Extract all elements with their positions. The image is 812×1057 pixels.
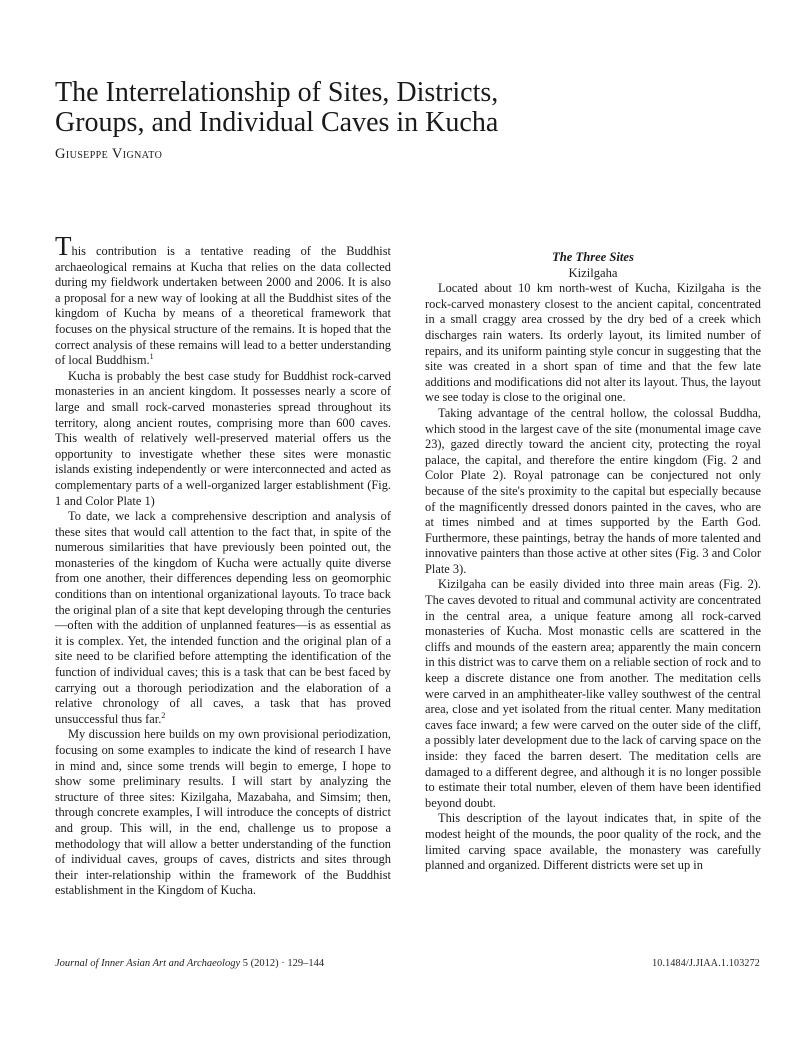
- left-column: [55, 231, 391, 899]
- journal-citation: [55, 958, 324, 969]
- journal-volume: 5 (2012): [242, 958, 279, 969]
- paragraph: Located about 10 km north-west of Kucha, Kizilgaha is the rock-carved monastery closest to the ancient capital, concentrated in a small craggy area crossed by the dry bed of a creek which discharges rain waters. Its orderly layout, its limited number of repairs, and its uniform painting style concur in suggesting that the site was created in a short span of time and that the few late additions and modifications did not alter its layout. Thus, the layout we see today is close to the original one.: [425, 281, 761, 405]
- title-line-1: The Interrelationship of Sites, Districts,: [55, 77, 499, 108]
- paragraph: Taking advantage of the central hollow, the colossal Buddha, which stood in the largest cave of the site (monumental image cave 23), gazed directly toward the ancient city, protecting the royal palace, the capital, and therefore the entire kingdom (Fig. 2 and Color Plate 2). Royal patronage can be conjectured not only because of the site's proximity to the capital but especially because of the magnificently dressed donors painted in the caves, who are at times nimbed and at times supported by the Earth God. Furthermore, these paintings, betray the hands of more talented and innovative painters than those active at other sites (Fig. 3 and Color Plate 3).: [425, 405, 761, 576]
- page-range: 129–144: [287, 958, 325, 969]
- author-name: Giuseppe Vignato: [55, 146, 163, 162]
- paragraph: Kucha is probably the best case study for Buddhist rock-carved monasteries in an ancient kingdom. It possesses nearly a score of large and small rock-carved monasteries spread throughout its territory, along ancient routes, comprising more than 600 caves. This wealth of relatively well-preserved material offers us the opportunity to investigate whether these sites were monastic islands existing independently or were interconnected and acted as complementary parts of a well-organized larger establishment (Fig. 1 and Color Plate 1): [55, 368, 391, 508]
- subsection-heading: Kizilgaha: [568, 265, 618, 280]
- drop-cap: T: [55, 231, 72, 261]
- footnote-ref-1[interactable]: 1: [149, 352, 154, 362]
- paragraph: This description of the layout indicates that, in spite of the modest height of the mounds, the poor quality of the rock, and the limited carving space available, the monastery was carefully planned and organized. Different districts were set up in: [425, 811, 761, 873]
- doi[interactable]: 10.1484/J.JIAA.1.103272: [652, 958, 760, 969]
- intro-text: his contribution is a tentative reading of the Buddhist archaeological remains at Kucha that relies on the data collected during my fieldwork undertaken between 2000 and 2006. It is also a proposal for a new way of looking at all the Buddhist sites of the kingdom of Kucha by means of a theoretical framework that focuses on the physical structure of the remains. It is hoped that the correct analysis of these remains will lead to a better understanding of local Buddhism.: [55, 244, 391, 368]
- paragraph-text: To date, we lack a comprehensive description and analysis of these sites that would call attention to the fact that, in spite of the numerous similarities that have previously been pointed out, the monasteries of the kingdom of Kucha were actually quite diverse from one another, their differences depending less on geomorphic conditions than on intentional organizational layouts. To trace back the original plan of a site that kept developing through the centuries—often with the addition of unplanned features—is as essential as it is complex. Yet, the intended function and the original plan of a site need to be clarified before attempting the identification of the function of individual caves; this is a task that can be best faced by carrying out a thorough periodization and the elaboration of a relative chronology of all caves, a task that has proved unsuccessful thus far.: [55, 509, 391, 726]
- citation-separator: ·: [281, 958, 285, 969]
- title-line-2: Groups, and Individual Caves in Kucha: [55, 107, 499, 138]
- paragraph: Kizilgaha can be easily divided into three main areas (Fig. 2). The caves devoted to ritual and communal activity are concentrated in the central area, a unique feature among all rock-carved monasteries of Kucha. Most monastic cells are scattered in the cliffs and mounds of the eastern area; apparently the main concern in this district was to carve them on a reliable section of rock and to keep a discrete distance one from another. The meditation cells were carved in an amphitheater-like valley southwest of the central area, close and yet isolated from the ritual center. Many meditation caves face inward; a few were carved on the outer side of the cliff, a possibly later development due to the lack of carving space on the inside: they faced the barren desert. The meditation cells are damaged to a different degree, and although it is no longer possible to estimate their total number, eleven of them have been identified beyond doubt.: [425, 577, 761, 810]
- journal-name: Journal of Inner Asian Art and Archaeology: [55, 958, 241, 969]
- intro-paragraph: [55, 231, 391, 369]
- footnote-ref-2[interactable]: 2: [161, 710, 166, 720]
- section-heading: The Three Sites: [552, 250, 634, 264]
- article-title: [55, 78, 755, 138]
- paragraph: My discussion here builds on my own provisional periodization, focusing on some examples to indicate the kind of research I have in mind and, since some trends will begin to emerge, I hope to show some preliminary results. I will start by analyzing the structure of three sites: Kizilgaha, Mazabaha, and Simsim; then, through concrete examples, I will introduce the concepts of district and group. This will, in the end, challenge us to propose a methodology that will allow a better understanding of the function of individual caves, groups of caves, districts and sites through their inter-relationship within the framework of the Buddhist establishment in the Kingdom of Kucha.: [55, 727, 391, 898]
- right-column: [425, 250, 761, 874]
- paragraph: [55, 509, 391, 727]
